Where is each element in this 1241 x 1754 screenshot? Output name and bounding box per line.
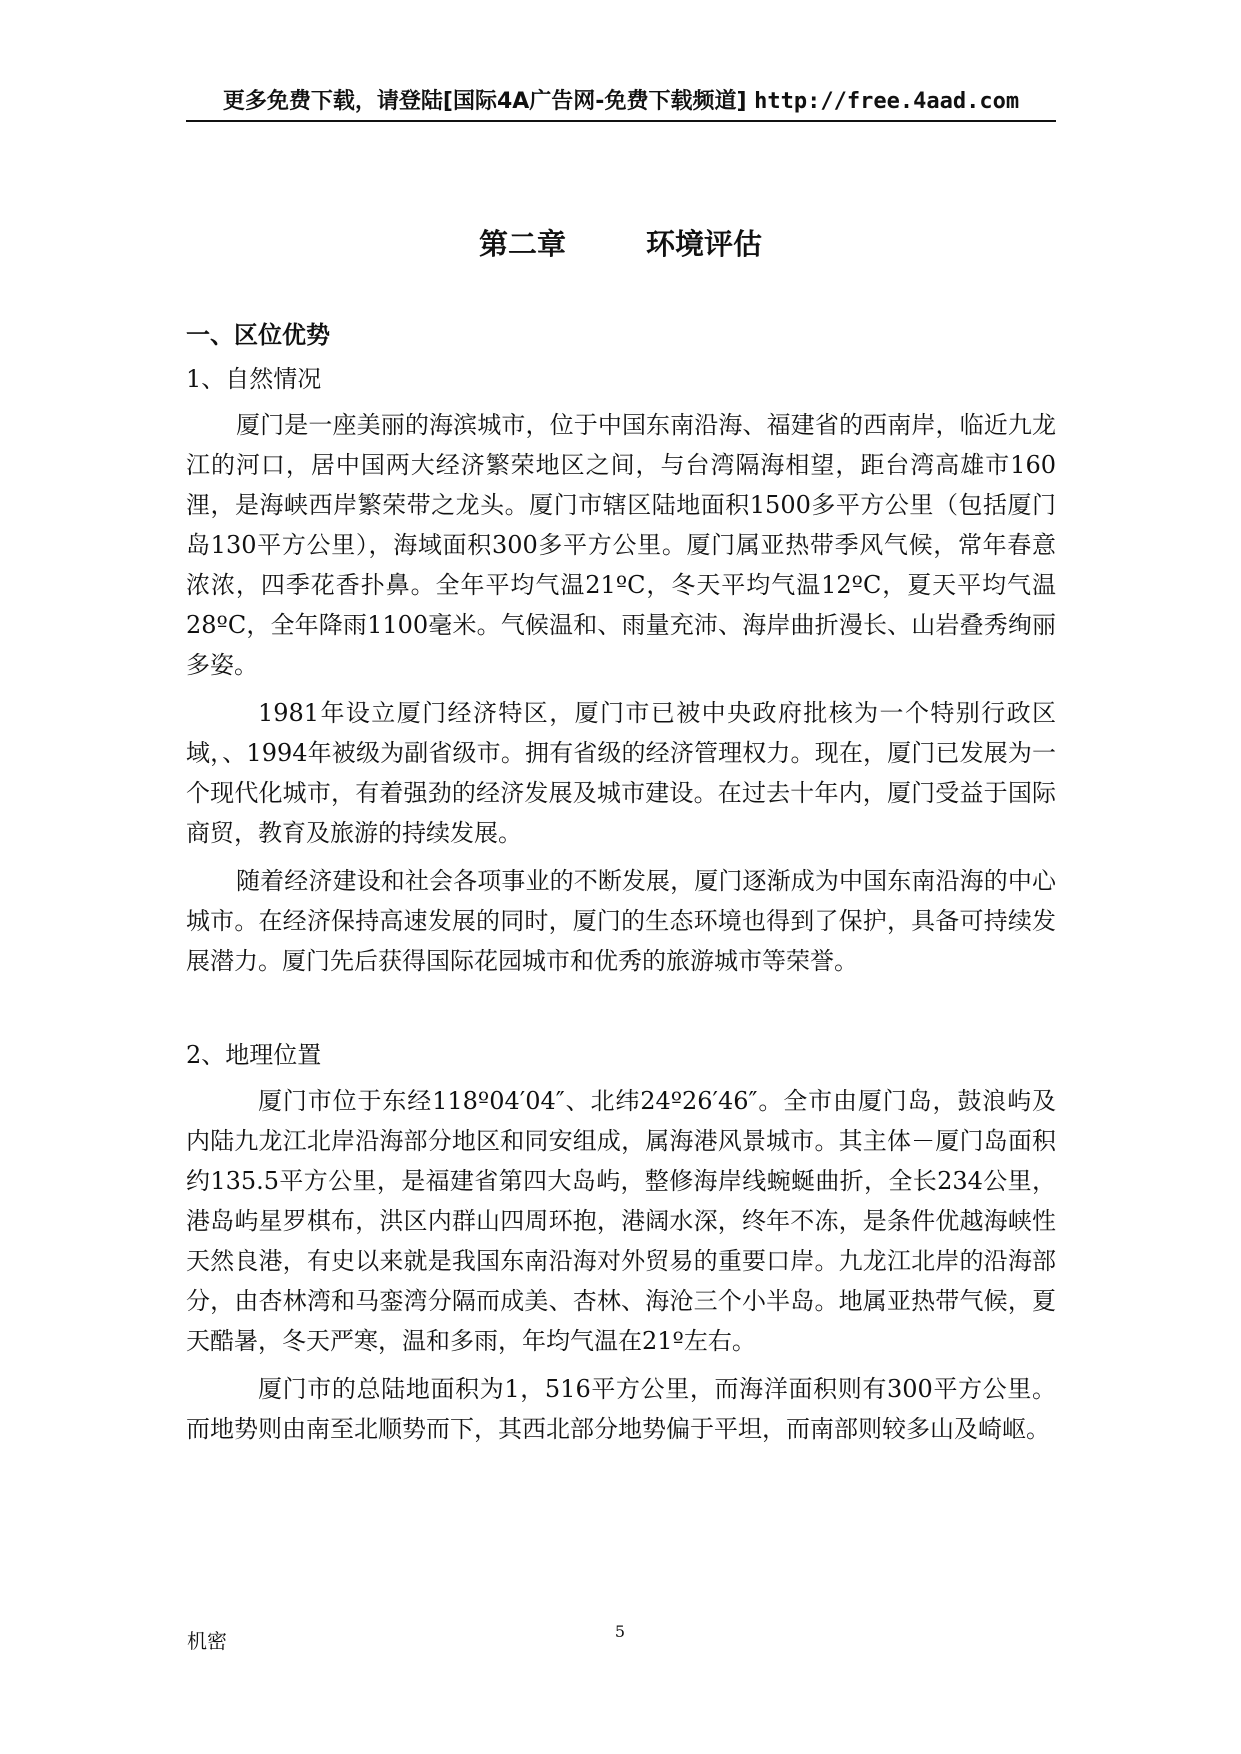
chapter-title xyxy=(0,222,1241,263)
document-body xyxy=(186,315,1056,1457)
paragraph: 1981年设立厦门经济特区，厦门市已被中央政府批核为一个特别行政区域，、1994年被级为副省级市。拥有省级的经济管理权力。现在，厦门已发展为一个现代化城市，有着强劲的经济发展及城市建设。在过去十年内，厦门受益于国际商贸，教育及旅游的持续发展。 xyxy=(186,699,1056,847)
paragraph: 厦门市位于东经118º04′04″、北纬24º26′46″。全市由厦门岛，鼓浪屿及内陆九龙江北岸沿海部分地区和同安组成，属海港风景城市。其主体－厦门岛面积约135.5平方公里，是福建省第四大岛屿，整修海岸线蜿蜒曲折，全长234公里，港岛屿星罗棋布，洪区内群山四周环抱，港阔水深，终年不冻，是条件优越海峡性天然良港，有史以来就是我国东南沿海对外贸易的重要口岸。九龙江北岸的沿海部分，由杏林湾和马銮湾分隔而成美、杏林、海沧三个小半岛。地属亚热带气候，夏天酷暑，冬天严寒，温和多雨，年均气温在21º左右。 xyxy=(186,1087,1056,1355)
paragraph: 厦门是一座美丽的海滨城市，位于中国东南沿海、福建省的西南岸，临近九龙江的河口，居中国两大经济繁荣地区之间，与台湾隔海相望，距台湾高雄市160浬，是海峡西岸繁荣带之龙头。厦门市辖区陆地面积1500多平方公里（包括厦门岛130平方公里），海域面积300多平方公里。厦门属亚热带季风气候，常年春意浓浓，四季花香扑鼻。全年平均气温21ºC，冬天平均气温12ºC，夏天平均气温28ºC，全年降雨1100毫米。气候温和、雨量充沛、海岸曲折漫长、山岩叠秀绚丽多姿。 xyxy=(186,411,1056,679)
header-notice: 更多免费下载，请登陆[国际4A广告网-免费下载频道] xyxy=(222,89,747,114)
subsection-heading-natural: 1、自然情况 xyxy=(186,365,322,393)
chapter-name: 环境评估 xyxy=(646,227,763,261)
header-url-link[interactable]: http://free.4aad.com xyxy=(754,89,1020,114)
chapter-number: 第二章 xyxy=(478,227,566,261)
subsection-heading-location: 2、地理位置 xyxy=(186,1041,322,1069)
header-divider xyxy=(186,120,1056,122)
paragraph: 厦门市的总陆地面积为1，516平方公里，而海洋面积则有300平方公里。而地势则由南至北顺势而下，其西北部分地势偏于平坦，而南部则较多山及崎岖。 xyxy=(186,1375,1056,1443)
page-number: 5 xyxy=(614,1622,626,1641)
section-heading: 一、区位优势 xyxy=(186,321,330,349)
footer-confidential-label: 机密 xyxy=(187,1629,227,1653)
page-header xyxy=(186,84,1056,120)
paragraph: 随着经济建设和社会各项事业的不断发展，厦门逐渐成为中国东南沿海的中心城市。在经济保持高速发展的同时，厦门的生态环境也得到了保护，具备可持续发展潜力。厦门先后获得国际花园城市和优秀的旅游城市等荣誉。 xyxy=(186,867,1056,975)
